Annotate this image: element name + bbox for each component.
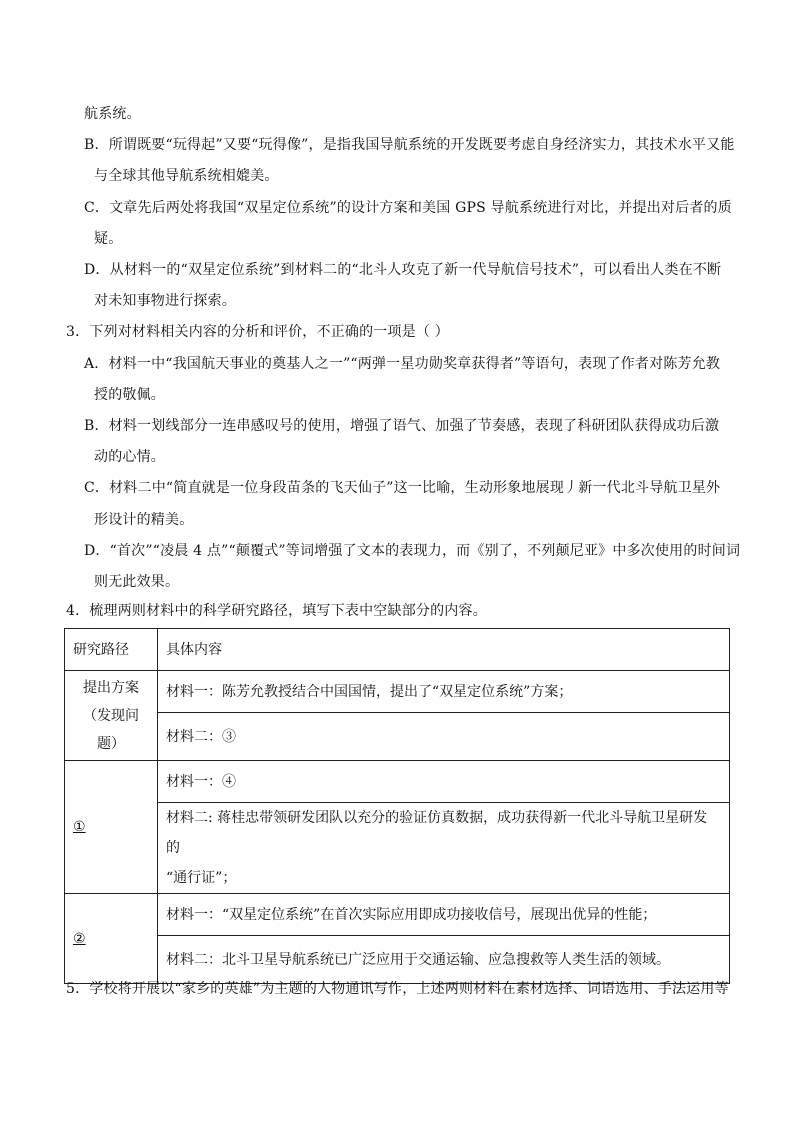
table-row [65, 894, 730, 936]
table-header-row [65, 629, 730, 671]
q3-option-d-line-2: 则无此效果。 [94, 574, 180, 590]
q3-option-c-line-1: C．材料二中“简直就是一位身段苗条的飞天仙子”这一比喻，生动形象地展现丿新一代北斗导航卫星外 [84, 480, 721, 496]
option-c-line-1: C．文章先后两处将我国“双星定位系统”的设计方案和美国 GPS 导航系统进行对比，并提出对后者的质 [84, 200, 732, 216]
table-row [65, 803, 730, 894]
table-row [65, 936, 730, 984]
row1-material-2: 材料二：③ [158, 713, 730, 761]
question-5: 5．学校将开展以“家乡的英雄”为主题的人物通讯写作，上述两则材料在素材选择、词语选用、手法运用等 [66, 981, 729, 997]
question-4: 4．梳理两则材料中的科学研究路径，填写下表中空缺部分的内容。 [66, 603, 487, 619]
row2-material-2 [158, 803, 730, 894]
q3-option-b-line-1: B．材料一划线部分一连串感叹号的使用，增强了语气、加强了节奏感，表现了科研团队获得成功后激 [84, 418, 720, 434]
row3-label [65, 894, 158, 984]
q3-option-a-line-2: 授的敬佩。 [94, 387, 165, 403]
q3-option-d-line-1: D．“首次”“凌晨 4 点”“颠覆式”等词增强了文本的表现力，而《别了，不列颠尼亚》中多次使用的时间词 [84, 543, 741, 559]
line-0: 航系统。 [84, 106, 141, 122]
research-path-table [64, 628, 730, 984]
row1-label-b: （发现问题） [83, 707, 139, 752]
table-row [65, 761, 730, 803]
q3-option-c-line-2: 形设计的精美。 [94, 512, 194, 528]
header-content: 具体内容 [158, 629, 730, 671]
row3-material-2: 材料二：北斗卫星导航系统已广泛应用于交通运输、应急搜救等人类生活的领域。 [158, 936, 730, 984]
option-c-line-2: 疑。 [94, 231, 123, 247]
row1-label-a: 提出方案 [83, 679, 139, 696]
row1-label [65, 671, 158, 761]
option-b-line-2: 与全球其他导航系统相媲美。 [94, 168, 279, 184]
table-row [65, 671, 730, 713]
q3-option-b-line-2: 动的心情。 [94, 449, 165, 465]
q3-option-a-line-1: A．材料一中“我国航天事业的奠基人之一”“两弹一星功勋奖章获得者”等语句，表现了作者对陈芳允教 [84, 356, 721, 372]
option-d-line-1: D．从材料一的“双星定位系统”到材料二的“北斗人攻克了新一代导航信号技术”，可以看出人类在不断 [84, 262, 722, 278]
option-d-line-2: 对未知事物进行探索。 [94, 293, 236, 309]
row2-label-text: ① [73, 819, 86, 835]
row2-material-2-line-2: “通行证”； [166, 870, 237, 886]
row1-material-1: 材料一：陈芳允教授结合中国国情，提出了“双星定位系统”方案； [158, 671, 730, 713]
row2-material-1: 材料一：④ [158, 761, 730, 803]
row3-label-text: ② [73, 930, 86, 947]
option-b-line-1: B．所谓既要“玩得起”又要“玩得像”，是指我国导航系统的开发既要考虑自身经济实力，其技术水平又能 [84, 137, 735, 153]
question-3: 3．下列对材料相关内容的分析和评价，不正确的一项是（ ） [66, 324, 449, 340]
header-path: 研究路径 [65, 629, 158, 671]
table-row [65, 713, 730, 761]
row2-material-2-line-1: 材料二: 蒋桂忠带领研发团队以充分的验证仿真数据，成功获得新一代北斗导航卫星研发的 [166, 810, 708, 856]
row2-label [65, 761, 158, 894]
row3-material-1: 材料一：“双星定位系统”在首次实际应用即成功接收信号，展现出优异的性能； [158, 894, 730, 936]
